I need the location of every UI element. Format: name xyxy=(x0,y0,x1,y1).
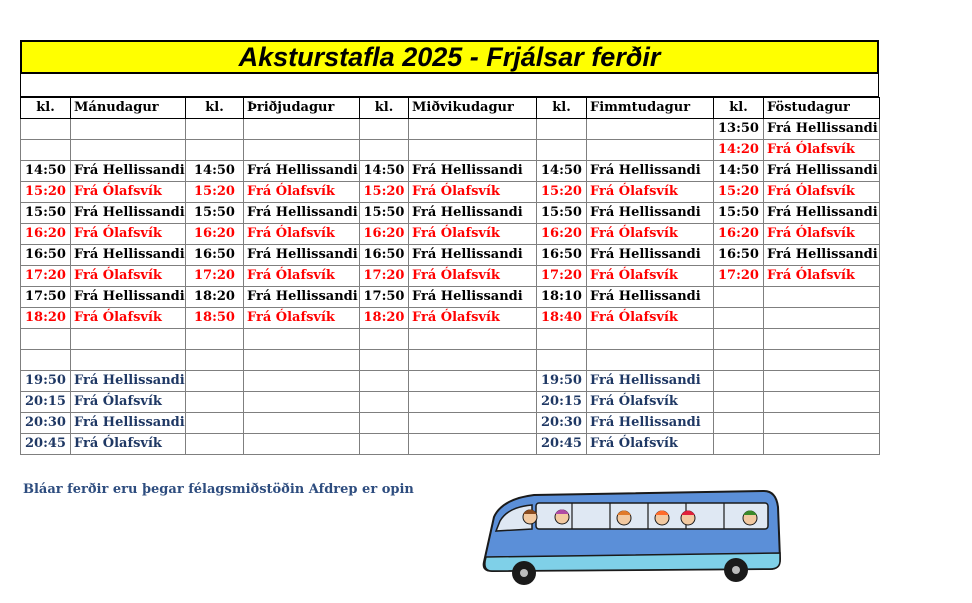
departure-cell-tuesday: Frá Ólafsvík xyxy=(244,224,360,245)
departure-cell-monday: Frá Ólafsvík xyxy=(71,266,186,287)
time-cell-friday xyxy=(714,329,764,350)
time-cell-monday: 20:15 xyxy=(21,392,71,413)
departure-cell-friday xyxy=(764,371,880,392)
time-cell-tuesday: 16:20 xyxy=(186,224,244,245)
departure-cell-friday xyxy=(764,434,880,455)
time-cell-friday xyxy=(714,371,764,392)
departure-cell-tuesday: Frá Ólafsvík xyxy=(244,182,360,203)
departure-cell-thursday: Frá Ólafsvík xyxy=(587,434,714,455)
departure-cell-wednesday: Frá Ólafsvík xyxy=(409,308,537,329)
header-tuesday: Þriðjudagur xyxy=(244,98,360,119)
time-cell-thursday: 20:45 xyxy=(537,434,587,455)
table-row xyxy=(21,371,880,392)
timetable-body xyxy=(21,119,880,455)
departure-cell-monday: Frá Ólafsvík xyxy=(71,308,186,329)
header-wednesday: Miðvikudagur xyxy=(409,98,537,119)
time-cell-thursday: 16:50 xyxy=(537,245,587,266)
time-cell-monday xyxy=(21,350,71,371)
time-cell-wednesday: 16:50 xyxy=(360,245,409,266)
time-cell-friday: 16:20 xyxy=(714,224,764,245)
time-cell-monday: 15:20 xyxy=(21,182,71,203)
time-cell-wednesday: 14:50 xyxy=(360,161,409,182)
time-cell-thursday: 15:50 xyxy=(537,203,587,224)
departure-cell-thursday xyxy=(587,329,714,350)
time-cell-monday: 16:50 xyxy=(21,245,71,266)
departure-cell-tuesday: Frá Ólafsvík xyxy=(244,308,360,329)
time-cell-thursday: 20:30 xyxy=(537,413,587,434)
time-cell-friday xyxy=(714,308,764,329)
departure-cell-thursday xyxy=(587,350,714,371)
departure-cell-thursday: Frá Hellissandi xyxy=(587,287,714,308)
departure-cell-tuesday xyxy=(244,350,360,371)
table-row xyxy=(21,350,880,371)
time-cell-wednesday xyxy=(360,350,409,371)
departure-cell-tuesday xyxy=(244,119,360,140)
departure-cell-wednesday xyxy=(409,140,537,161)
table-row xyxy=(21,392,880,413)
time-cell-wednesday: 15:50 xyxy=(360,203,409,224)
departure-cell-wednesday: Frá Ólafsvík xyxy=(409,224,537,245)
departure-cell-wednesday: Frá Hellissandi xyxy=(409,203,537,224)
time-cell-friday: 14:20 xyxy=(714,140,764,161)
departure-cell-tuesday: Frá Ólafsvík xyxy=(244,266,360,287)
blue-trips-note: Bláar ferðir eru þegar félagsmiðstöðin Afdrep er opin xyxy=(23,482,414,497)
time-cell-wednesday: 17:50 xyxy=(360,287,409,308)
header-kl-tuesday: kl. xyxy=(186,98,244,119)
time-cell-thursday: 20:15 xyxy=(537,392,587,413)
table-row xyxy=(21,329,880,350)
time-cell-wednesday xyxy=(360,413,409,434)
time-cell-thursday: 19:50 xyxy=(537,371,587,392)
departure-cell-thursday: Frá Ólafsvík xyxy=(587,182,714,203)
departure-cell-friday xyxy=(764,350,880,371)
time-cell-tuesday: 14:50 xyxy=(186,161,244,182)
departure-cell-wednesday: Frá Ólafsvík xyxy=(409,266,537,287)
departure-cell-friday: Frá Hellissandi xyxy=(764,245,880,266)
departure-cell-friday: Frá Hellissandi xyxy=(764,119,880,140)
time-cell-wednesday: 18:20 xyxy=(360,308,409,329)
departure-cell-wednesday xyxy=(409,434,537,455)
time-cell-monday: 14:50 xyxy=(21,161,71,182)
table-row xyxy=(21,245,880,266)
time-cell-monday: 17:20 xyxy=(21,266,71,287)
departure-cell-friday: Frá Ólafsvík xyxy=(764,224,880,245)
time-cell-thursday: 18:10 xyxy=(537,287,587,308)
header-kl-friday: kl. xyxy=(714,98,764,119)
time-cell-tuesday: 18:50 xyxy=(186,308,244,329)
time-cell-friday: 17:20 xyxy=(714,266,764,287)
departure-cell-thursday: Frá Hellissandi xyxy=(587,245,714,266)
departure-cell-tuesday xyxy=(244,329,360,350)
time-cell-friday: 13:50 xyxy=(714,119,764,140)
time-cell-monday: 17:50 xyxy=(21,287,71,308)
departure-cell-wednesday: Frá Hellissandi xyxy=(409,287,537,308)
departure-cell-friday: Frá Hellissandi xyxy=(764,203,880,224)
departure-cell-friday: Frá Hellissandi xyxy=(764,161,880,182)
departure-cell-tuesday xyxy=(244,392,360,413)
table-row xyxy=(21,434,880,455)
departure-cell-friday xyxy=(764,287,880,308)
departure-cell-friday: Frá Ólafsvík xyxy=(764,140,880,161)
time-cell-thursday xyxy=(537,350,587,371)
time-cell-tuesday xyxy=(186,119,244,140)
departure-cell-wednesday: Frá Hellissandi xyxy=(409,161,537,182)
departure-cell-friday xyxy=(764,413,880,434)
time-cell-friday: 16:50 xyxy=(714,245,764,266)
time-cell-thursday: 17:20 xyxy=(537,266,587,287)
header-monday: Mánudagur xyxy=(71,98,186,119)
departure-cell-tuesday xyxy=(244,140,360,161)
time-cell-tuesday xyxy=(186,371,244,392)
departure-cell-tuesday: Frá Hellissandi xyxy=(244,245,360,266)
time-cell-monday xyxy=(21,140,71,161)
time-cell-tuesday: 17:20 xyxy=(186,266,244,287)
departure-cell-wednesday xyxy=(409,119,537,140)
time-cell-wednesday xyxy=(360,119,409,140)
time-cell-tuesday: 16:50 xyxy=(186,245,244,266)
departure-cell-thursday xyxy=(587,140,714,161)
departure-cell-thursday xyxy=(587,119,714,140)
time-cell-tuesday xyxy=(186,329,244,350)
departure-cell-tuesday xyxy=(244,434,360,455)
time-cell-tuesday xyxy=(186,434,244,455)
table-row xyxy=(21,224,880,245)
departure-cell-monday xyxy=(71,119,186,140)
table-row xyxy=(21,161,880,182)
time-cell-friday: 14:50 xyxy=(714,161,764,182)
time-cell-wednesday xyxy=(360,140,409,161)
departure-cell-monday: Frá Hellissandi xyxy=(71,161,186,182)
time-cell-wednesday xyxy=(360,329,409,350)
departure-cell-monday xyxy=(71,350,186,371)
table-row xyxy=(21,203,880,224)
time-cell-tuesday: 18:20 xyxy=(186,287,244,308)
departure-cell-thursday: Frá Hellissandi xyxy=(587,413,714,434)
table-row xyxy=(21,308,880,329)
header-thursday: Fimmtudagur xyxy=(587,98,714,119)
time-cell-friday xyxy=(714,287,764,308)
departure-cell-friday xyxy=(764,329,880,350)
header-kl-thursday: kl. xyxy=(537,98,587,119)
time-cell-friday xyxy=(714,350,764,371)
time-cell-friday xyxy=(714,392,764,413)
departure-cell-tuesday xyxy=(244,371,360,392)
bus-illustration xyxy=(474,477,784,587)
departure-cell-wednesday xyxy=(409,350,537,371)
time-cell-wednesday xyxy=(360,371,409,392)
time-cell-wednesday: 15:20 xyxy=(360,182,409,203)
departure-cell-monday: Frá Hellissandi xyxy=(71,413,186,434)
time-cell-monday: 18:20 xyxy=(21,308,71,329)
time-cell-thursday xyxy=(537,329,587,350)
time-cell-friday: 15:50 xyxy=(714,203,764,224)
header-kl-monday: kl. xyxy=(21,98,71,119)
departure-cell-friday xyxy=(764,308,880,329)
departure-cell-monday: Frá Hellissandi xyxy=(71,245,186,266)
departure-cell-monday: Frá Ólafsvík xyxy=(71,392,186,413)
departure-cell-thursday: Frá Ólafsvík xyxy=(587,224,714,245)
time-cell-friday: 15:20 xyxy=(714,182,764,203)
time-cell-wednesday: 17:20 xyxy=(360,266,409,287)
time-cell-thursday xyxy=(537,140,587,161)
table-row xyxy=(21,266,880,287)
time-cell-tuesday xyxy=(186,350,244,371)
departure-cell-monday: Frá Hellissandi xyxy=(71,371,186,392)
time-cell-wednesday: 16:20 xyxy=(360,224,409,245)
time-cell-friday xyxy=(714,434,764,455)
departure-cell-monday: Frá Ólafsvík xyxy=(71,182,186,203)
table-row xyxy=(21,182,880,203)
table-row xyxy=(21,119,880,140)
departure-cell-wednesday xyxy=(409,392,537,413)
departure-cell-thursday: Frá Ólafsvík xyxy=(587,308,714,329)
departure-cell-thursday: Frá Hellissandi xyxy=(587,203,714,224)
time-cell-friday xyxy=(714,413,764,434)
header-row xyxy=(21,98,880,119)
time-cell-monday: 15:50 xyxy=(21,203,71,224)
time-cell-monday xyxy=(21,329,71,350)
time-cell-monday: 19:50 xyxy=(21,371,71,392)
time-cell-wednesday xyxy=(360,392,409,413)
time-cell-tuesday: 15:20 xyxy=(186,182,244,203)
table-row xyxy=(21,287,880,308)
time-cell-monday xyxy=(21,119,71,140)
header-kl-wednesday: kl. xyxy=(360,98,409,119)
time-cell-thursday: 14:50 xyxy=(537,161,587,182)
time-cell-thursday xyxy=(537,119,587,140)
time-cell-tuesday: 15:50 xyxy=(186,203,244,224)
departure-cell-monday: Frá Ólafsvík xyxy=(71,434,186,455)
timetable-sheet xyxy=(20,40,879,455)
departure-cell-friday xyxy=(764,392,880,413)
time-cell-tuesday xyxy=(186,140,244,161)
time-cell-thursday: 16:20 xyxy=(537,224,587,245)
departure-cell-tuesday: Frá Hellissandi xyxy=(244,287,360,308)
departure-cell-wednesday: Frá Ólafsvík xyxy=(409,182,537,203)
departure-cell-wednesday xyxy=(409,413,537,434)
time-cell-monday: 20:30 xyxy=(21,413,71,434)
departure-cell-monday: Frá Ólafsvík xyxy=(71,224,186,245)
table-row xyxy=(21,413,880,434)
departure-cell-thursday: Frá Hellissandi xyxy=(587,371,714,392)
departure-cell-monday: Frá Hellissandi xyxy=(71,287,186,308)
time-cell-tuesday xyxy=(186,392,244,413)
departure-cell-wednesday xyxy=(409,329,537,350)
time-cell-tuesday xyxy=(186,413,244,434)
timetable xyxy=(20,97,880,455)
header-friday: Föstudagur xyxy=(764,98,880,119)
time-cell-thursday: 18:40 xyxy=(537,308,587,329)
departure-cell-thursday: Frá Ólafsvík xyxy=(587,266,714,287)
time-cell-wednesday xyxy=(360,434,409,455)
departure-cell-tuesday: Frá Hellissandi xyxy=(244,203,360,224)
departure-cell-thursday: Frá Hellissandi xyxy=(587,161,714,182)
time-cell-monday: 16:20 xyxy=(21,224,71,245)
timetable-title: Aksturstafla 2025 - Frjálsar ferðir xyxy=(20,40,879,74)
departure-cell-monday xyxy=(71,140,186,161)
table-row xyxy=(21,140,880,161)
departure-cell-friday: Frá Ólafsvík xyxy=(764,182,880,203)
departure-cell-tuesday: Frá Hellissandi xyxy=(244,161,360,182)
time-cell-thursday: 15:20 xyxy=(537,182,587,203)
departure-cell-thursday: Frá Ólafsvík xyxy=(587,392,714,413)
departure-cell-tuesday xyxy=(244,413,360,434)
departure-cell-monday xyxy=(71,329,186,350)
time-cell-monday: 20:45 xyxy=(21,434,71,455)
title-spacer-row xyxy=(20,74,879,97)
departure-cell-wednesday: Frá Hellissandi xyxy=(409,245,537,266)
departure-cell-monday: Frá Hellissandi xyxy=(71,203,186,224)
departure-cell-friday: Frá Ólafsvík xyxy=(764,266,880,287)
departure-cell-wednesday xyxy=(409,371,537,392)
